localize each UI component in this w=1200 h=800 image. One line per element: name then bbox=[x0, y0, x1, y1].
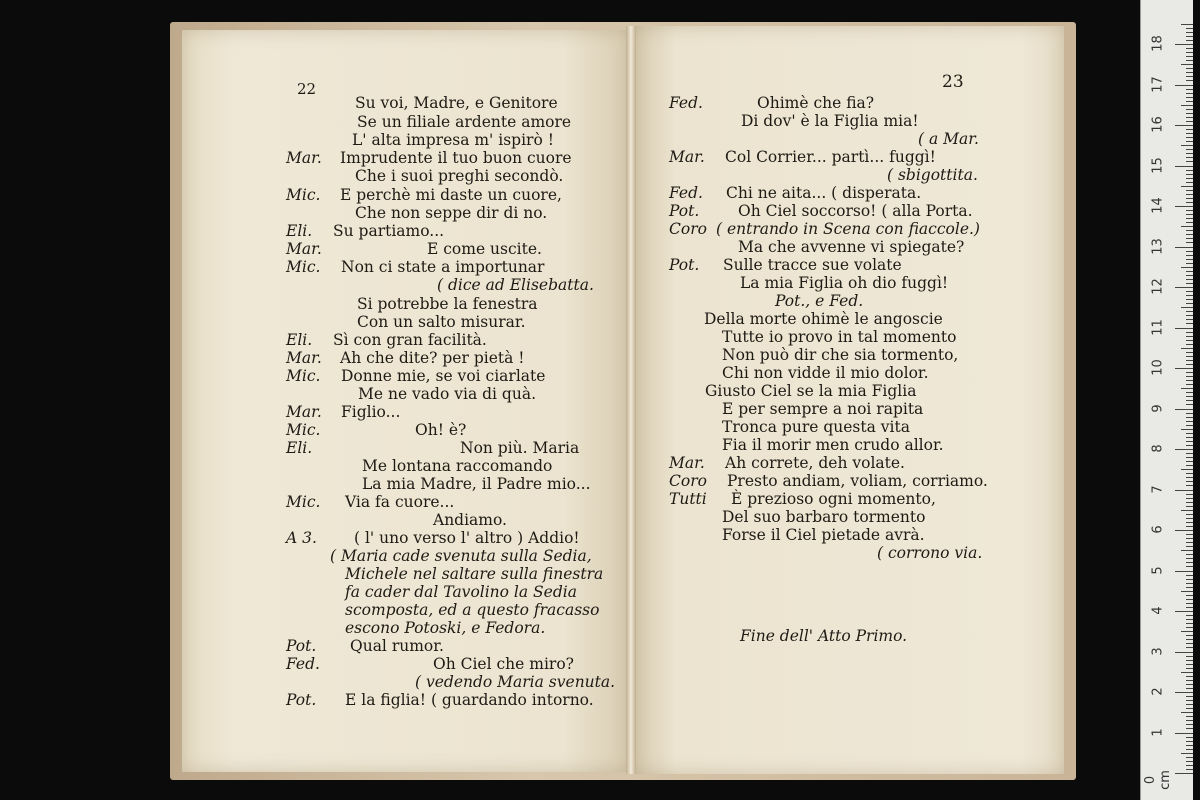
ruler-tick bbox=[1186, 279, 1193, 280]
ruler-tick bbox=[1175, 449, 1193, 450]
ruler-tick bbox=[1181, 64, 1193, 65]
speaker-label: Pot. bbox=[286, 637, 317, 655]
ruler-number: 12 bbox=[1150, 278, 1166, 295]
verse-line: Ma che avvenne vi spiegate? bbox=[738, 238, 965, 256]
ruler-tick bbox=[1186, 526, 1193, 527]
ruler-tick bbox=[1186, 222, 1193, 223]
verse-line: E perchè mi daste un cuore, bbox=[340, 186, 562, 204]
speaker-label: Mar. bbox=[286, 240, 322, 258]
ruler-tick bbox=[1186, 623, 1193, 624]
ruler-tick bbox=[1186, 724, 1193, 725]
ruler-tick bbox=[1181, 550, 1193, 551]
ruler-tick bbox=[1186, 404, 1193, 405]
ruler-tick bbox=[1186, 562, 1193, 563]
ruler-tick bbox=[1186, 121, 1193, 122]
ruler-tick bbox=[1186, 684, 1193, 685]
speaker-label: Mar. bbox=[669, 148, 705, 166]
verse-line: Giusto Ciel se la mia Figlia bbox=[705, 382, 917, 400]
verse-line: Me ne vado via di quà. bbox=[358, 385, 536, 403]
ruler-tick bbox=[1186, 52, 1193, 53]
verse-line: Qual rumor. bbox=[350, 637, 444, 655]
ruler-tick bbox=[1186, 356, 1193, 357]
ruler-tick bbox=[1186, 457, 1193, 458]
speaker-label: Fed. bbox=[669, 184, 703, 202]
ruler-tick bbox=[1181, 186, 1193, 187]
ruler-number: 14 bbox=[1150, 197, 1166, 214]
speaker-label: Tutti bbox=[669, 490, 707, 508]
ruler-tick bbox=[1175, 692, 1193, 693]
ruler-tick bbox=[1186, 485, 1193, 486]
stage-direction: escono Potoski, e Fedora. bbox=[345, 619, 546, 637]
speaker-label: Fed. bbox=[669, 94, 703, 112]
ruler-tick bbox=[1186, 332, 1193, 333]
ruler-tick bbox=[1186, 445, 1193, 446]
ruler-tick bbox=[1181, 226, 1193, 227]
ruler-number: 17 bbox=[1150, 75, 1166, 93]
ruler-tick bbox=[1186, 518, 1193, 519]
ruler-tick bbox=[1186, 396, 1193, 397]
page-number-left: 22 bbox=[297, 80, 317, 98]
ruler-tick bbox=[1175, 166, 1193, 167]
ruler-tick bbox=[1186, 360, 1193, 361]
ruler-tick bbox=[1186, 36, 1193, 37]
ruler-tick bbox=[1186, 749, 1193, 750]
verse-line: Tronca pure questa vita bbox=[722, 418, 910, 436]
ruler-tick bbox=[1186, 720, 1193, 721]
ruler-tick bbox=[1186, 380, 1193, 381]
ruler-tick bbox=[1186, 153, 1193, 154]
stage-direction: ( dice ad Elisebatta. bbox=[437, 276, 594, 294]
verse-line: Presto andiam, voliam, corriamo. bbox=[727, 472, 988, 490]
ruler-tick bbox=[1181, 753, 1193, 754]
ruler-tick bbox=[1186, 643, 1193, 644]
ruler-tick bbox=[1186, 676, 1193, 677]
ruler-tick bbox=[1175, 409, 1193, 410]
ruler-tick bbox=[1186, 315, 1193, 316]
ruler-tick bbox=[1186, 340, 1193, 341]
speaker-label: Mic. bbox=[286, 258, 321, 276]
ruler-tick bbox=[1186, 210, 1193, 211]
ruler-tick bbox=[1175, 652, 1193, 653]
ruler-tick bbox=[1186, 275, 1193, 276]
ruler-tick bbox=[1186, 700, 1193, 701]
ruler-tick bbox=[1181, 631, 1193, 632]
ruler-number: 7 bbox=[1150, 484, 1166, 494]
ruler-tick bbox=[1186, 708, 1193, 709]
ruler-tick bbox=[1186, 194, 1193, 195]
verse-line: Oh Ciel che miro? bbox=[433, 655, 574, 673]
ruler-tick bbox=[1186, 696, 1193, 697]
ruler-tick bbox=[1186, 372, 1193, 373]
page-number-right: 23 bbox=[942, 72, 964, 92]
ruler-tick bbox=[1186, 688, 1193, 689]
ruler-tick bbox=[1186, 453, 1193, 454]
ruler-tick bbox=[1186, 400, 1193, 401]
verse-line: L' alta impresa m' ispirò ! bbox=[352, 131, 554, 149]
ruler-tick bbox=[1186, 234, 1193, 235]
ruler-tick bbox=[1186, 32, 1193, 33]
ruler-tick bbox=[1186, 392, 1193, 393]
ruler-tick bbox=[1181, 388, 1193, 389]
ruler-tick bbox=[1186, 506, 1193, 507]
verse-line: Che i suoi preghi secondò. bbox=[355, 167, 564, 185]
ruler-tick bbox=[1186, 745, 1193, 746]
ruler-tick bbox=[1175, 44, 1193, 45]
speaker-label: Eli. bbox=[286, 222, 313, 240]
ruler-tick bbox=[1186, 680, 1193, 681]
verse-line: Con un salto misurar. bbox=[357, 313, 526, 331]
stage-direction: ( corrono via. bbox=[877, 544, 983, 562]
verse-line: Figlio... bbox=[341, 403, 401, 421]
ruler-tick bbox=[1186, 704, 1193, 705]
ruler-tick bbox=[1186, 190, 1193, 191]
ruler-tick bbox=[1186, 178, 1193, 179]
verse-line: Che non seppe dir di no. bbox=[355, 204, 548, 222]
ruler-tick bbox=[1186, 728, 1193, 729]
ruler-tick bbox=[1186, 198, 1193, 199]
verse-line: Via fa cuore... bbox=[345, 493, 455, 511]
ruler-tick bbox=[1186, 137, 1193, 138]
ruler-tick bbox=[1186, 716, 1193, 717]
ruler-tick bbox=[1186, 761, 1193, 762]
ruler-tick bbox=[1175, 611, 1193, 612]
ruler-tick bbox=[1181, 105, 1193, 106]
stage-direction: Fine dell' Atto Primo. bbox=[740, 627, 908, 645]
ruler-tick bbox=[1186, 498, 1193, 499]
ruler-tick bbox=[1175, 733, 1193, 734]
verse-line: Me lontana raccomando bbox=[362, 457, 553, 475]
ruler-tick bbox=[1175, 571, 1193, 572]
stage-direction: fa cader dal Tavolino la Sedia bbox=[345, 583, 577, 601]
ruler-tick bbox=[1175, 773, 1193, 774]
ruler-tick bbox=[1186, 364, 1193, 365]
stage-direction: ( Maria cade svenuta sulla Sedia, bbox=[330, 547, 592, 565]
stage-direction: ( a Mar. bbox=[918, 130, 979, 148]
ruler-tick bbox=[1181, 24, 1193, 25]
ruler-tick bbox=[1175, 247, 1193, 248]
verse-line: Sulle tracce sue volate bbox=[723, 256, 902, 274]
ruler-tick bbox=[1186, 595, 1193, 596]
ruler-tick bbox=[1186, 522, 1193, 523]
verse-line: Forse il Ciel pietade avrà. bbox=[722, 526, 925, 544]
ruler-tick bbox=[1186, 117, 1193, 118]
verse-line: Oh Ciel soccorso! ( alla Porta. bbox=[738, 202, 973, 220]
ruler-tick bbox=[1186, 299, 1193, 300]
speaker-label: Coro bbox=[669, 220, 707, 238]
ruler-number: 3 bbox=[1150, 646, 1166, 656]
ruler-tick bbox=[1181, 591, 1193, 592]
ruler-tick bbox=[1186, 635, 1193, 636]
ruler-tick bbox=[1186, 336, 1193, 337]
ruler-tick bbox=[1186, 425, 1193, 426]
ruler-tick bbox=[1186, 97, 1193, 98]
ruler-tick bbox=[1186, 319, 1193, 320]
ruler-tick bbox=[1186, 303, 1193, 304]
ruler-tick bbox=[1186, 202, 1193, 203]
ruler-tick bbox=[1186, 149, 1193, 150]
ruler-tick bbox=[1186, 283, 1193, 284]
ruler-tick bbox=[1186, 664, 1193, 665]
ruler-tick bbox=[1186, 465, 1193, 466]
measuring-ruler bbox=[1140, 0, 1193, 800]
speaker-label: Coro bbox=[669, 472, 707, 490]
ruler-tick bbox=[1186, 242, 1193, 243]
ruler-tick bbox=[1186, 639, 1193, 640]
ruler-tick bbox=[1186, 575, 1193, 576]
verse-line: Andiamo. bbox=[433, 511, 507, 529]
ruler-tick bbox=[1186, 141, 1193, 142]
ruler-number: 18 bbox=[1150, 35, 1166, 52]
ruler-tick bbox=[1186, 311, 1193, 312]
ruler-tick bbox=[1186, 174, 1193, 175]
ruler-tick bbox=[1186, 619, 1193, 620]
speaker-label: Pot. bbox=[669, 256, 700, 274]
ruler-tick bbox=[1186, 413, 1193, 414]
speaker-label: Pot. bbox=[669, 202, 700, 220]
ruler-tick bbox=[1181, 712, 1193, 713]
ruler-tick bbox=[1175, 368, 1193, 369]
verse-line: Col Corrier... partì... fuggì! bbox=[725, 148, 936, 166]
ruler-tick bbox=[1186, 627, 1193, 628]
speaker-label: Eli. bbox=[286, 331, 313, 349]
speaker-label: Mic. bbox=[286, 367, 321, 385]
ruler-tick bbox=[1186, 259, 1193, 260]
verse-line: La mia Figlia oh dio fuggì! bbox=[740, 274, 949, 292]
ruler-number: 0 cm bbox=[1143, 770, 1173, 790]
verse-line: ( l' uno verso l' altro ) Addio! bbox=[354, 529, 580, 547]
ruler-tick bbox=[1186, 291, 1193, 292]
ruler-tick bbox=[1186, 271, 1193, 272]
ruler-tick bbox=[1186, 89, 1193, 90]
ruler-number: 16 bbox=[1150, 116, 1166, 133]
ruler-tick bbox=[1186, 161, 1193, 162]
speaker-label: Mar. bbox=[286, 149, 322, 167]
ruler-tick bbox=[1186, 384, 1193, 385]
ruler-tick bbox=[1186, 352, 1193, 353]
verse-line: Non ci state a importunar bbox=[341, 258, 545, 276]
speaker-label: Mic. bbox=[286, 493, 321, 511]
verse-line: E come uscite. bbox=[427, 240, 542, 258]
ruler-tick bbox=[1175, 328, 1193, 329]
verse-line: Su voi, Madre, e Genitore bbox=[355, 94, 558, 112]
ruler-tick bbox=[1181, 429, 1193, 430]
ruler-tick bbox=[1186, 437, 1193, 438]
ruler-tick bbox=[1186, 441, 1193, 442]
ruler-tick bbox=[1186, 109, 1193, 110]
book-gutter bbox=[626, 26, 636, 774]
speaker-label: Mic. bbox=[286, 186, 321, 204]
ruler-tick bbox=[1186, 376, 1193, 377]
speaker-label: Mic. bbox=[286, 421, 321, 439]
ruler-number: 8 bbox=[1150, 444, 1166, 453]
stage-direction: Pot., e Fed. bbox=[775, 292, 864, 310]
ruler-tick bbox=[1175, 125, 1193, 126]
speaker-label: Mar. bbox=[669, 454, 705, 472]
ruler-number: 10 bbox=[1150, 359, 1166, 376]
ruler-tick bbox=[1186, 72, 1193, 73]
ruler-tick bbox=[1186, 583, 1193, 584]
ruler-tick bbox=[1181, 145, 1193, 146]
ruler-tick bbox=[1181, 307, 1193, 308]
ruler-tick bbox=[1186, 534, 1193, 535]
verse-line: Del suo barbaro tormento bbox=[722, 508, 926, 526]
ruler-tick bbox=[1186, 129, 1193, 130]
verse-line: Su partiamo... bbox=[333, 222, 445, 240]
stage-direction: ( entrando in Scena con fiaccole.) bbox=[716, 220, 980, 238]
ruler-tick bbox=[1186, 80, 1193, 81]
ruler-tick bbox=[1186, 558, 1193, 559]
verse-line: Ohimè che fia? bbox=[757, 94, 875, 112]
speaker-label: A 3. bbox=[286, 529, 317, 547]
verse-line: È prezioso ogni momento, bbox=[731, 490, 936, 508]
ruler-number: 5 bbox=[1150, 565, 1166, 575]
ruler-tick bbox=[1186, 587, 1193, 588]
ruler-tick bbox=[1186, 48, 1193, 49]
ruler-tick bbox=[1186, 230, 1193, 231]
ruler-tick bbox=[1186, 546, 1193, 547]
ruler-tick bbox=[1186, 28, 1193, 29]
ruler-tick bbox=[1186, 757, 1193, 758]
verse-line: Ah correte, deh volate. bbox=[725, 454, 905, 472]
ruler-number: 13 bbox=[1150, 237, 1166, 255]
stage-direction: ( vedendo Maria svenuta. bbox=[415, 673, 616, 691]
ruler-tick bbox=[1186, 263, 1193, 264]
speaker-label: Eli. bbox=[286, 439, 313, 457]
ruler-number: 15 bbox=[1150, 156, 1166, 174]
ruler-tick bbox=[1186, 615, 1193, 616]
verse-line: E per sempre a noi rapita bbox=[722, 400, 924, 418]
verse-line: Ah che dite? per pietà ! bbox=[340, 349, 525, 367]
verse-line: E la figlia! ( guardando intorno. bbox=[345, 691, 594, 709]
ruler-tick bbox=[1186, 60, 1193, 61]
ruler-tick bbox=[1186, 113, 1193, 114]
ruler-tick bbox=[1186, 133, 1193, 134]
ruler-tick bbox=[1186, 93, 1193, 94]
ruler-number: 4 bbox=[1150, 606, 1166, 615]
ruler-tick bbox=[1186, 214, 1193, 215]
ruler-tick bbox=[1181, 672, 1193, 673]
verse-line: Donne mie, se voi ciarlate bbox=[341, 367, 546, 385]
ruler-number: 2 bbox=[1150, 687, 1166, 696]
ruler-number: 1 bbox=[1150, 727, 1166, 737]
ruler-tick bbox=[1186, 251, 1193, 252]
ruler-tick bbox=[1181, 510, 1193, 511]
ruler-tick bbox=[1186, 542, 1193, 543]
ruler-tick bbox=[1186, 218, 1193, 219]
stage-direction: Michele nel saltare sulla finestra bbox=[345, 565, 604, 583]
ruler-tick bbox=[1186, 473, 1193, 474]
ruler-tick bbox=[1175, 85, 1193, 86]
verse-line: Sì con gran facilità. bbox=[333, 331, 487, 349]
ruler-tick bbox=[1186, 660, 1193, 661]
ruler-tick bbox=[1186, 481, 1193, 482]
ruler-tick bbox=[1186, 554, 1193, 555]
verse-line: Chi non vidde il mio dolor. bbox=[722, 364, 929, 382]
verse-line: Tutte io provo in tal momento bbox=[722, 328, 957, 346]
ruler-tick bbox=[1186, 494, 1193, 495]
ruler-tick bbox=[1186, 477, 1193, 478]
ruler-tick bbox=[1175, 287, 1193, 288]
ruler-tick bbox=[1181, 348, 1193, 349]
ruler-tick bbox=[1186, 170, 1193, 171]
ruler-tick bbox=[1186, 538, 1193, 539]
ruler-tick bbox=[1186, 765, 1193, 766]
ruler-tick bbox=[1186, 603, 1193, 604]
ruler-tick bbox=[1186, 769, 1193, 770]
ruler-tick bbox=[1186, 647, 1193, 648]
ruler-tick bbox=[1186, 56, 1193, 57]
verse-line: Di dov' è la Figlia mia! bbox=[741, 112, 919, 130]
ruler-tick bbox=[1186, 238, 1193, 239]
ruler-tick bbox=[1186, 101, 1193, 102]
ruler-tick bbox=[1186, 656, 1193, 657]
ruler-tick bbox=[1186, 607, 1193, 608]
ruler-tick bbox=[1186, 502, 1193, 503]
ruler-tick bbox=[1186, 421, 1193, 422]
ruler-tick bbox=[1186, 157, 1193, 158]
ruler-tick bbox=[1186, 514, 1193, 515]
ruler-tick bbox=[1186, 741, 1193, 742]
verse-line: Non può dir che sia tormento, bbox=[722, 346, 959, 364]
ruler-tick bbox=[1175, 530, 1193, 531]
ruler-tick bbox=[1186, 433, 1193, 434]
verse-line: Non più. Maria bbox=[460, 439, 580, 457]
verse-line: Della morte ohimè le angoscie bbox=[704, 310, 943, 328]
verse-line: Si potrebbe la fenestra bbox=[357, 295, 538, 313]
verse-line: Imprudente il tuo buon cuore bbox=[340, 149, 572, 167]
stage-direction: scomposta, ed a questo fracasso bbox=[345, 601, 600, 619]
ruler-number: 9 bbox=[1150, 403, 1166, 413]
ruler-tick bbox=[1186, 323, 1193, 324]
ruler-tick bbox=[1186, 40, 1193, 41]
stage-direction: ( sbigottita. bbox=[887, 166, 978, 184]
verse-line: Chi ne aita... ( disperata. bbox=[726, 184, 922, 202]
verse-line: Oh! è? bbox=[415, 421, 467, 439]
ruler-tick bbox=[1186, 295, 1193, 296]
ruler-tick bbox=[1186, 182, 1193, 183]
speaker-label: Mar. bbox=[286, 349, 322, 367]
ruler-tick bbox=[1186, 417, 1193, 418]
verse-line: Se un filiale ardente amore bbox=[357, 113, 572, 131]
ruler-tick bbox=[1186, 737, 1193, 738]
ruler-tick bbox=[1181, 469, 1193, 470]
ruler-number: 6 bbox=[1150, 525, 1166, 534]
ruler-tick bbox=[1186, 68, 1193, 69]
speaker-label: Pot. bbox=[286, 691, 317, 709]
verse-line: La mia Madre, il Padre mio... bbox=[362, 475, 591, 493]
ruler-tick bbox=[1175, 206, 1193, 207]
ruler-tick bbox=[1186, 566, 1193, 567]
ruler-tick bbox=[1186, 76, 1193, 77]
ruler-tick bbox=[1186, 599, 1193, 600]
ruler-tick bbox=[1186, 579, 1193, 580]
ruler-tick bbox=[1181, 267, 1193, 268]
ruler-tick bbox=[1186, 668, 1193, 669]
speaker-label: Mar. bbox=[286, 403, 322, 421]
ruler-tick bbox=[1186, 344, 1193, 345]
ruler-tick bbox=[1186, 461, 1193, 462]
verse-line: Fia il morir men crudo allor. bbox=[722, 436, 944, 454]
ruler-tick bbox=[1175, 490, 1193, 491]
speaker-label: Fed. bbox=[286, 655, 320, 673]
ruler-number: 11 bbox=[1150, 318, 1166, 336]
ruler-tick bbox=[1186, 255, 1193, 256]
